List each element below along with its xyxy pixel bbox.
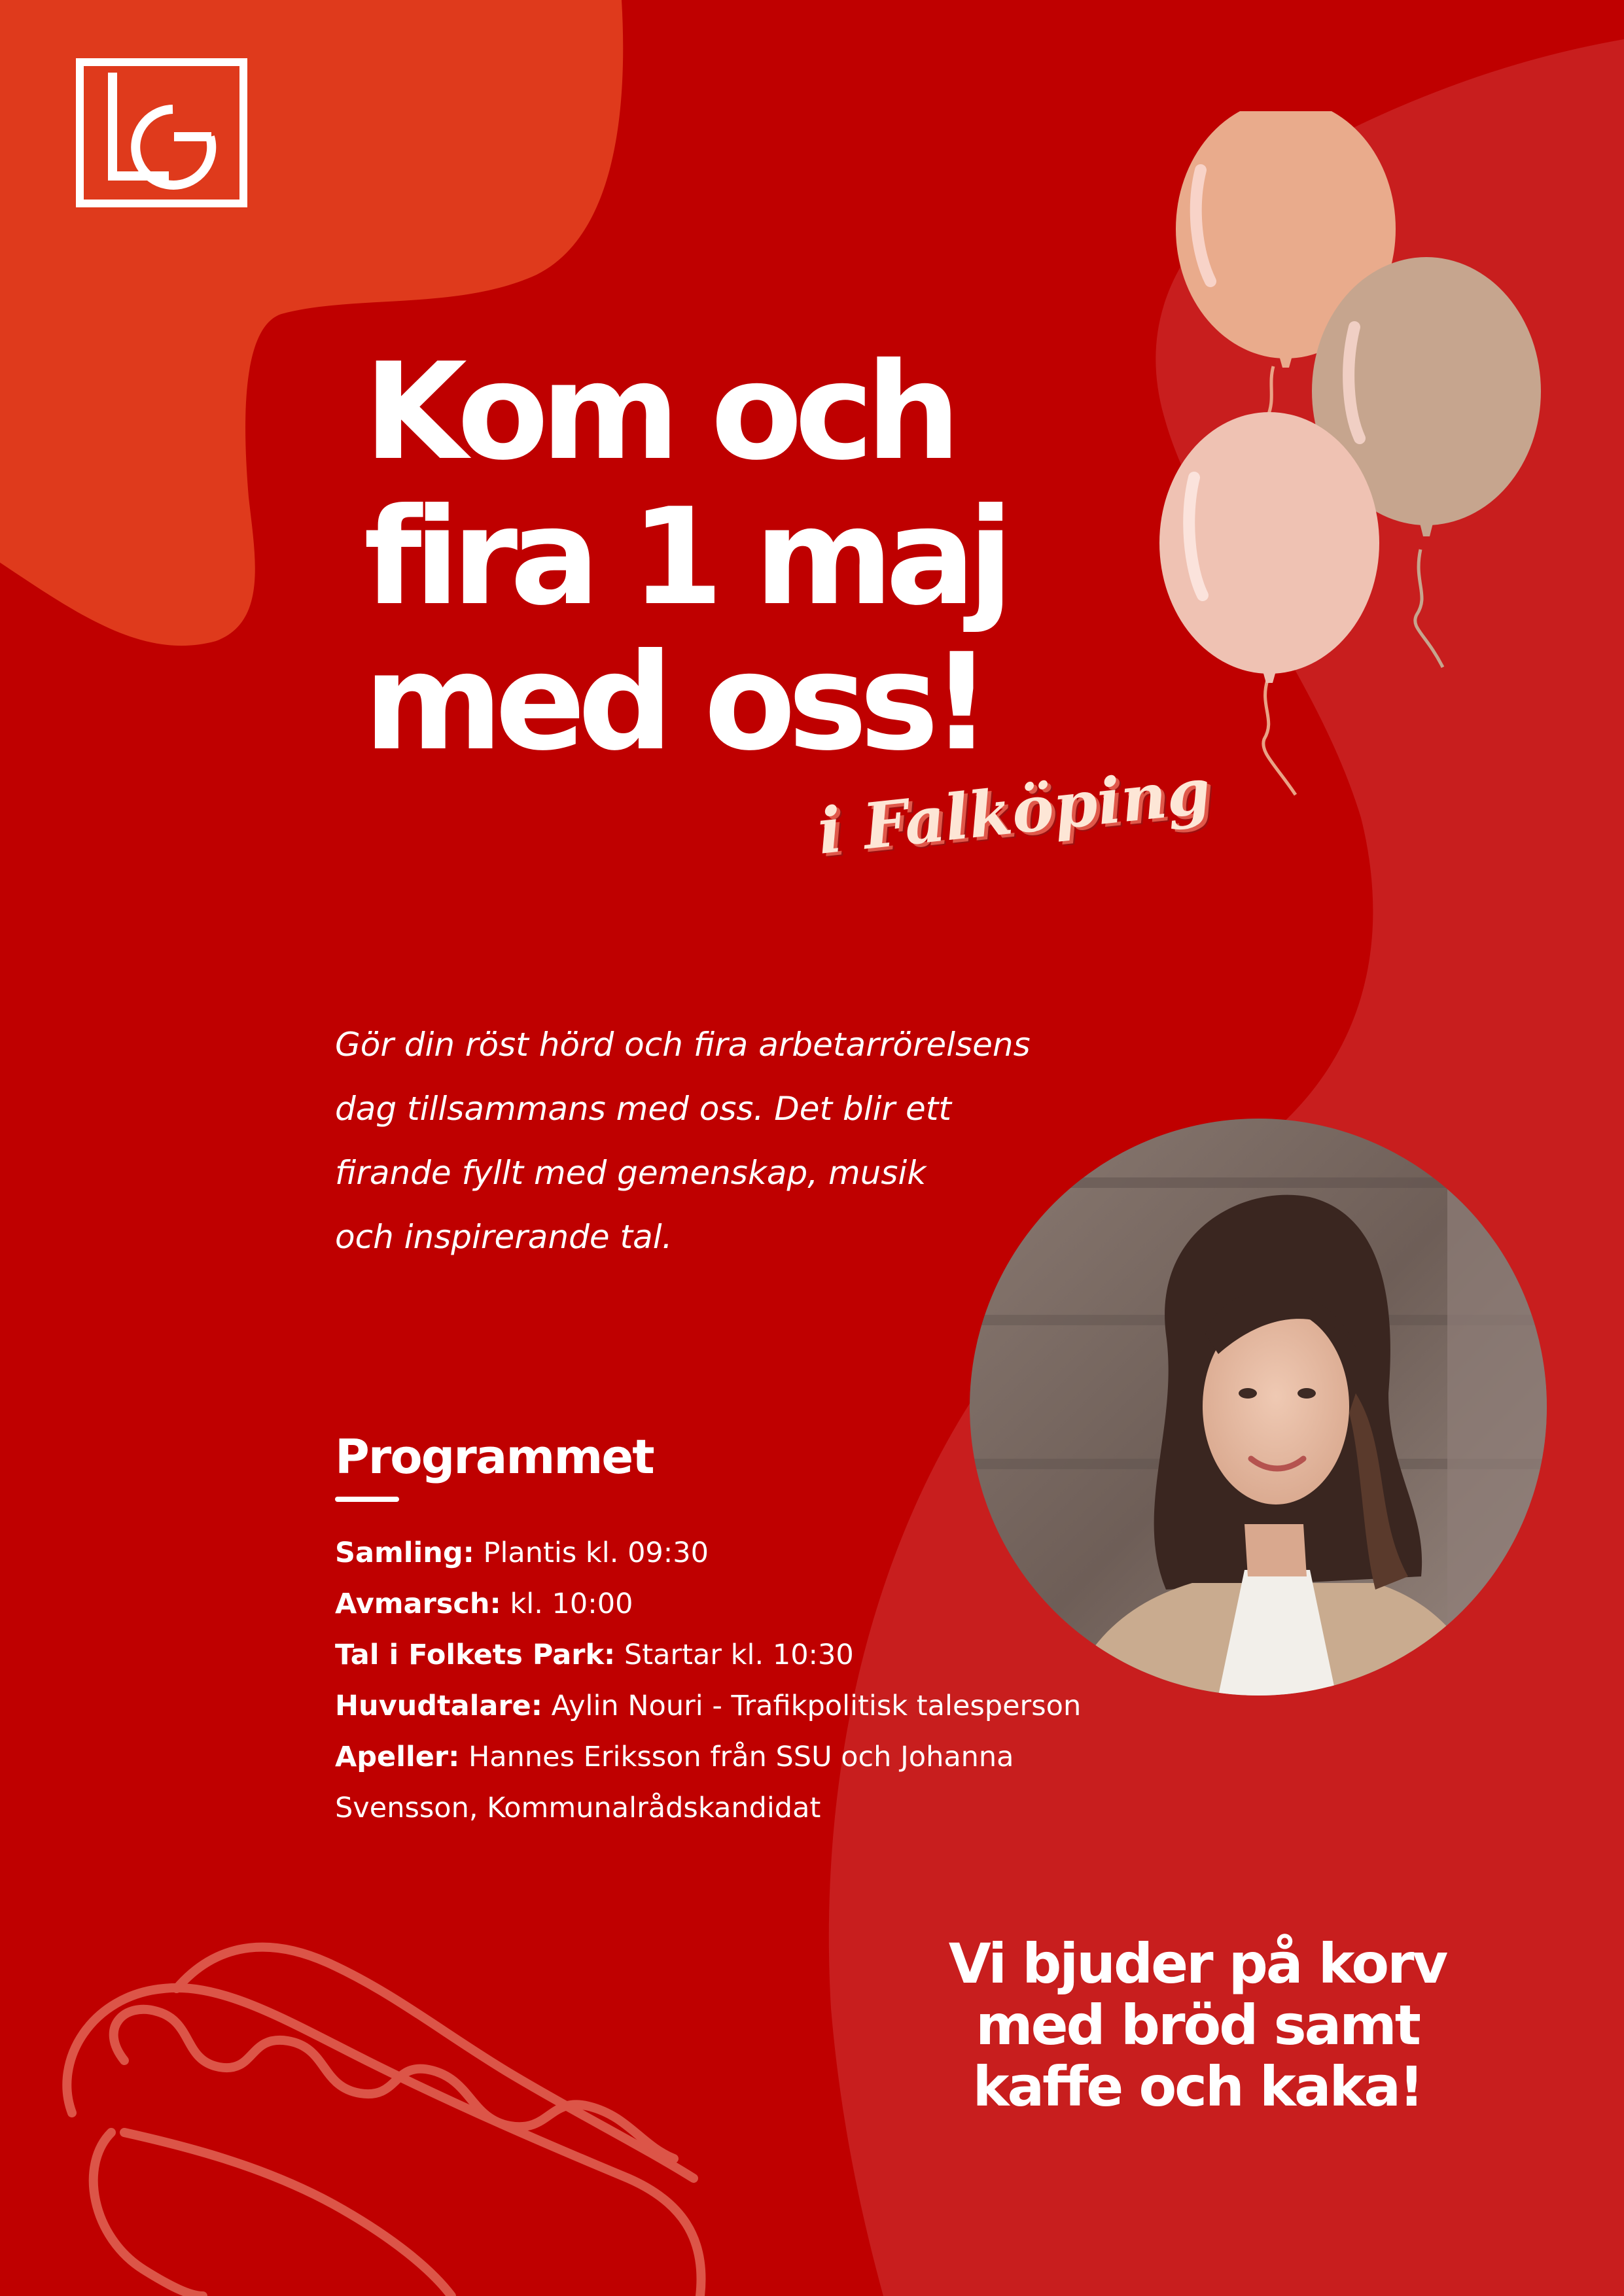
program-item-label: Tal i Folkets Park: <box>335 1639 616 1671</box>
offer-line-3: kaffe och kaka! <box>972 2055 1422 2119</box>
offer-text <box>903 1933 1492 2117</box>
headline-line-1: Kom och <box>364 335 953 490</box>
hotdog-icon <box>52 1930 785 2296</box>
program-item-value: kl. 10:00 <box>501 1588 633 1620</box>
program-item-value: Aylin Nouri - Trafikpolitisk talesperson <box>542 1690 1082 1722</box>
program-list <box>335 1527 1186 1834</box>
program-item-label: Apeller: <box>335 1741 460 1773</box>
program-item-label: Samling: <box>335 1537 474 1569</box>
program-item-value: Plantis kl. 09:30 <box>474 1537 709 1569</box>
location-subtitle: i Falköping <box>814 754 1214 869</box>
headline-line-2: fira 1 maj <box>364 480 1006 635</box>
program-heading-underline <box>335 1497 399 1502</box>
lo-logo-icon <box>76 58 247 207</box>
program-item <box>335 1680 1186 1731</box>
intro-line-2: dag tillsammans med oss. Det blir ett <box>335 1090 951 1128</box>
program-item <box>335 1527 1186 1578</box>
program-item-label: Huvudtalare: <box>335 1690 542 1722</box>
offer-line-2: med bröd samt <box>976 1993 1419 2057</box>
headline <box>364 335 1149 780</box>
intro-line-4: och inspirerande tal. <box>335 1218 673 1256</box>
program-item <box>335 1578 1186 1629</box>
program-item <box>335 1783 1186 1834</box>
intro-line-1: Gör din röst hörd och fira arbetarrörelsens <box>335 1026 1031 1064</box>
program-item-value: Startar kl. 10:30 <box>615 1639 854 1671</box>
balloons-icon <box>1152 111 1544 805</box>
program-item-value: Hannes Eriksson från SSU och Johanna <box>459 1741 1014 1773</box>
program-item <box>335 1629 1186 1680</box>
program-item-value: Svensson, Kommunalrådskandidat <box>335 1792 821 1824</box>
intro-line-3: firande fyllt med gemenskap, musik <box>335 1154 927 1192</box>
offer-line-1: Vi bjuder på korv <box>948 1932 1447 1996</box>
program-heading: Programmet <box>335 1429 654 1484</box>
program-item <box>335 1731 1186 1783</box>
program-item-label: Avmarsch: <box>335 1588 501 1620</box>
headline-line-3: med oss! <box>364 625 985 780</box>
